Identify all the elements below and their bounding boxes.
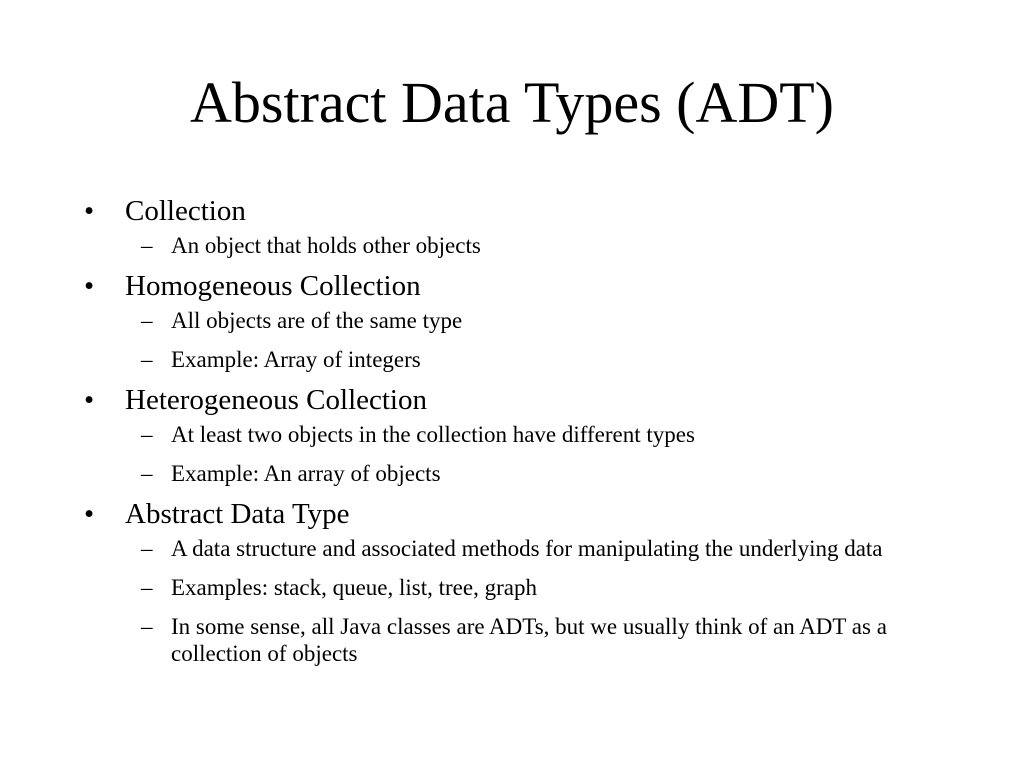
dash-icon: – xyxy=(141,461,153,486)
sub-text: An object that holds other objects xyxy=(171,233,481,258)
bullet-text: Heterogeneous Collection xyxy=(125,384,427,416)
dash-icon: – xyxy=(141,308,153,333)
bullet-text: Abstract Data Type xyxy=(125,498,350,530)
sub-list xyxy=(84,421,964,487)
bullet-icon: • xyxy=(84,384,95,416)
sub-list xyxy=(84,535,964,667)
sub-item xyxy=(84,535,964,562)
sub-text: Example: Array of integers xyxy=(171,347,421,372)
sub-text: All objects are of the same type xyxy=(171,308,463,333)
bullet-text: Collection xyxy=(125,195,246,227)
sub-item xyxy=(84,613,964,667)
sub-list xyxy=(84,232,964,259)
sub-item xyxy=(84,574,964,601)
bullet-list xyxy=(84,192,964,669)
sub-item xyxy=(84,232,964,259)
bullet-item xyxy=(84,267,964,305)
dash-icon: – xyxy=(141,347,153,372)
bullet-icon: • xyxy=(84,498,95,530)
bullet-icon: • xyxy=(84,270,95,302)
bullet-item xyxy=(84,381,964,419)
bullet-item xyxy=(84,495,964,533)
sub-item xyxy=(84,421,964,448)
sub-item xyxy=(84,307,964,334)
sub-text: Example: An array of objects xyxy=(171,461,441,486)
dash-icon: – xyxy=(141,422,153,447)
dash-icon: – xyxy=(141,536,153,561)
bullet-item xyxy=(84,192,964,230)
sub-list xyxy=(84,307,964,373)
bullet-text: Homogeneous Collection xyxy=(125,270,421,302)
bullet-icon: • xyxy=(84,195,95,227)
dash-icon: – xyxy=(141,614,153,639)
sub-text: In some sense, all Java classes are ADTs, but we usually think of an ADT as a collection of objects xyxy=(171,614,887,666)
slide-title: Abstract Data Types (ADT) xyxy=(190,70,834,135)
dash-icon: – xyxy=(141,233,153,258)
sub-item xyxy=(84,460,964,487)
sub-text: Examples: stack, queue, list, tree, graph xyxy=(171,575,537,600)
sub-item xyxy=(84,346,964,373)
sub-text: At least two objects in the collection have different types xyxy=(171,422,695,447)
dash-icon: – xyxy=(141,575,153,600)
sub-text: A data structure and associated methods for manipulating the underlying data xyxy=(171,536,883,561)
